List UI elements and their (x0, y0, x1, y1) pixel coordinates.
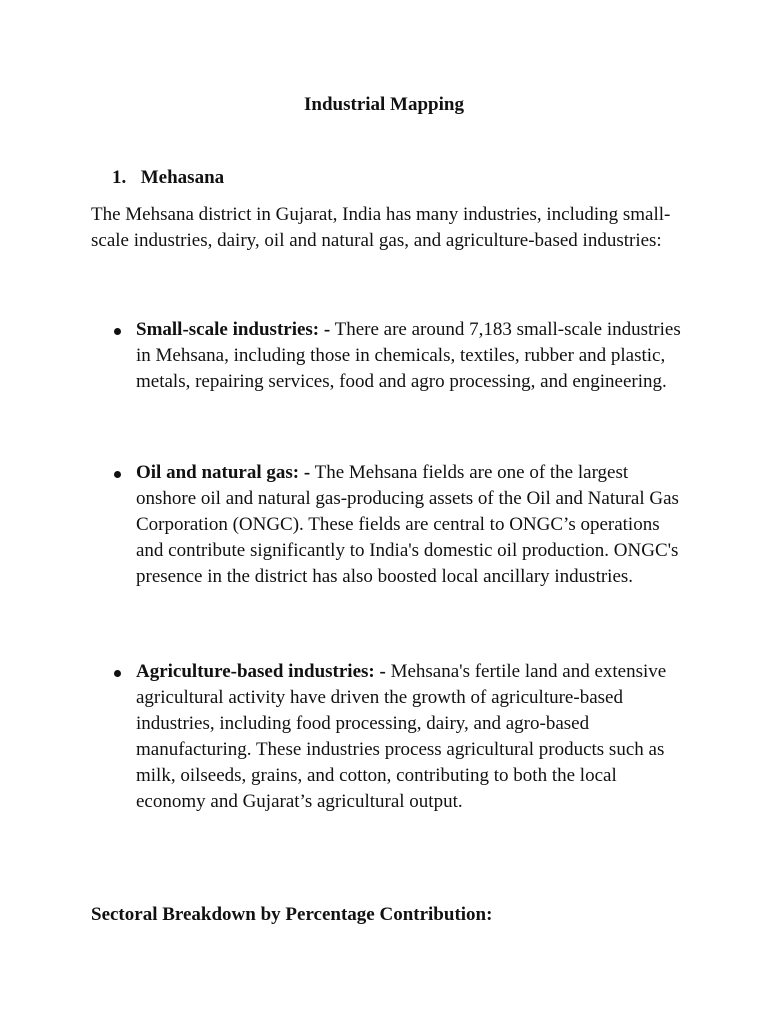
section-heading (112, 167, 224, 189)
bullet-item-small-scale (136, 317, 681, 395)
bullet-lead: Agriculture-based industries: - (136, 661, 386, 682)
intro-paragraph: The Mehsana district in Gujarat, India has many industries, including small-scale industries, dairy, oil and natural gas, and agriculture-based industries: (91, 204, 671, 251)
sectoral-breakdown-heading: Sectoral Breakdown by Percentage Contribution: (91, 904, 493, 925)
bullet-text: There are around 7,183 small-scale industries in Mehsana, including those in chemicals, textiles, rubber and plastic, metals, repairing services, food and agro processing, and engineering. (136, 319, 681, 392)
bullet-dot-icon (114, 328, 121, 335)
bullet-dot-icon (114, 670, 121, 677)
bullet-lead: Oil and natural gas: - (136, 462, 311, 483)
bullet-text: The Mehsana fields are one of the largest onshore oil and natural gas-producing assets of the Oil and Natural Gas Corporation (ONGC). These fields are central to ONGC’s operations and contribute significantly to India's domestic oil production. ONGC's presence in the district has also boosted local ancillary industries. (136, 462, 679, 587)
bullet-item-oil-gas (136, 460, 681, 590)
bullet-item-agriculture (136, 659, 681, 815)
document-title: Industrial Mapping (304, 94, 464, 115)
bullet-dot-icon (114, 471, 121, 478)
bullet-text: Mehsana's fertile land and extensive agricultural activity have driven the growth of agriculture-based industries, including food processing, dairy, and agro-based manufacturing. These industries process agricultural products such as milk, oilseeds, grains, and cotton, contributing to both the local economy and Gujarat’s agricultural output. (136, 661, 667, 812)
section-heading-text: Mehasana (140, 167, 225, 188)
section-number: 1. (112, 167, 127, 188)
bullet-lead: Small-scale industries: - (136, 319, 331, 340)
